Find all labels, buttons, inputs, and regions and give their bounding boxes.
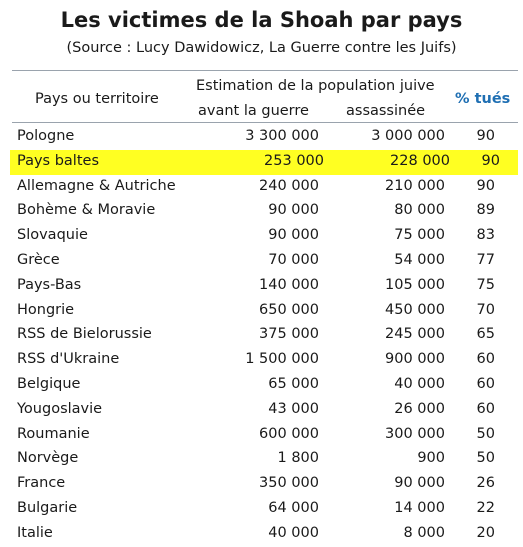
population-before-cell: 90 000: [268, 227, 319, 244]
population-killed-cell: 26 000: [394, 400, 445, 417]
population-before-cell: 70 000: [268, 251, 319, 268]
population-killed-cell: 40 000: [394, 375, 445, 392]
victims-table: [0, 125, 523, 547]
table-row: [0, 447, 523, 472]
population-before-cell: 650 000: [259, 301, 319, 318]
country-cell: Yougoslavie: [17, 400, 103, 417]
page-subtitle: (Source : Lucy Dawidowicz, La Guerre contre les Juifs): [66, 40, 457, 56]
population-killed-cell: 3 000 000: [371, 128, 445, 144]
country-cell: Allemagne & Autriche: [17, 177, 176, 194]
table-row: [0, 398, 523, 423]
percent-killed-cell: 83: [476, 227, 495, 244]
percent-killed-cell: 60: [476, 400, 495, 417]
population-before-cell: 375 000: [259, 326, 319, 343]
country-cell: Belgique: [17, 375, 81, 392]
country-cell: Slovaquie: [17, 227, 88, 244]
population-before-cell: 43 000: [268, 400, 319, 417]
population-killed-cell: 228 000: [390, 152, 450, 169]
population-killed-cell: 80 000: [394, 202, 445, 219]
percent-killed-cell: 50: [476, 450, 495, 467]
population-before-cell: 140 000: [259, 276, 319, 293]
population-before-cell: 1 500 000: [245, 351, 319, 368]
country-cell: France: [17, 475, 66, 492]
percent-killed-cell: 65: [476, 326, 495, 343]
table-row: [0, 249, 523, 274]
country-cell: Bulgarie: [17, 499, 78, 516]
country-cell: Pologne: [17, 128, 75, 144]
table-row: [0, 348, 523, 373]
population-killed-cell: 90 000: [394, 475, 445, 492]
header-estimate: Estimation de la population juive: [196, 78, 435, 94]
population-before-cell: 65 000: [268, 375, 319, 392]
country-cell: Hongrie: [17, 301, 75, 318]
country-cell: Roumanie: [17, 425, 90, 442]
percent-killed-cell: 90: [476, 177, 495, 194]
population-killed-cell: 14 000: [394, 499, 445, 516]
percent-killed-cell: 77: [476, 251, 495, 268]
percent-killed-cell: 75: [476, 276, 495, 293]
percent-killed-cell: 26: [476, 475, 495, 492]
population-before-cell: 64 000: [268, 499, 319, 516]
table-row: [0, 472, 523, 497]
country-cell: Pays-Bas: [17, 276, 82, 293]
population-before-cell: 350 000: [259, 475, 319, 492]
population-killed-cell: 54 000: [394, 251, 445, 268]
table-row: [10, 150, 518, 175]
table-row: [0, 224, 523, 249]
population-killed-cell: 450 000: [385, 301, 445, 318]
percent-killed-cell: 89: [476, 202, 495, 219]
population-before-cell: 40 000: [268, 524, 319, 541]
population-before-cell: 90 000: [268, 202, 319, 219]
country-cell: RSS de Bielorussie: [17, 326, 152, 343]
table-row: [0, 423, 523, 448]
population-killed-cell: 245 000: [385, 326, 445, 343]
country-cell: RSS d'Ukraine: [17, 351, 120, 368]
header-percent: % tués: [455, 91, 511, 107]
country-cell: Italie: [17, 524, 53, 541]
header-country: Pays ou territoire: [35, 91, 159, 107]
percent-killed-cell: 90: [476, 128, 495, 144]
percent-killed-cell: 22: [476, 499, 495, 516]
population-before-cell: 600 000: [259, 425, 319, 442]
country-cell: Bohème & Moravie: [17, 202, 156, 219]
population-killed-cell: 105 000: [385, 276, 445, 293]
header-divider: [12, 122, 518, 123]
table-row: [0, 323, 523, 348]
population-before-cell: 3 300 000: [245, 128, 319, 144]
header-killed: assassinée: [346, 103, 426, 119]
page-title: Les victimes de la Shoah par pays: [60, 8, 463, 32]
table-row: [0, 274, 523, 299]
population-killed-cell: 210 000: [385, 177, 445, 194]
country-cell: Grèce: [17, 251, 60, 268]
population-killed-cell: 900 000: [385, 351, 445, 368]
table-row: [0, 175, 523, 200]
percent-killed-cell: 50: [476, 425, 495, 442]
population-before-cell: 240 000: [259, 177, 319, 194]
table-row: [0, 125, 523, 150]
table-row: [0, 373, 523, 398]
table-row: [0, 497, 523, 522]
percent-killed-cell: 20: [476, 524, 495, 541]
table-row: [0, 299, 523, 324]
percent-killed-cell: 70: [476, 301, 495, 318]
table-row: [0, 199, 523, 224]
country-cell: Pays baltes: [17, 152, 100, 169]
population-killed-cell: 8 000: [403, 524, 445, 541]
percent-killed-cell: 60: [476, 375, 495, 392]
population-killed-cell: 75 000: [394, 227, 445, 244]
header-before-war: avant la guerre: [198, 103, 309, 119]
population-before-cell: 1 800: [277, 450, 319, 467]
percent-killed-cell: 60: [476, 351, 495, 368]
percent-killed-cell: 90: [481, 152, 500, 169]
population-killed-cell: 900: [417, 450, 445, 467]
top-divider: [12, 70, 518, 71]
population-before-cell: 253 000: [264, 152, 324, 169]
country-cell: Norvège: [17, 450, 79, 467]
population-killed-cell: 300 000: [385, 425, 445, 442]
